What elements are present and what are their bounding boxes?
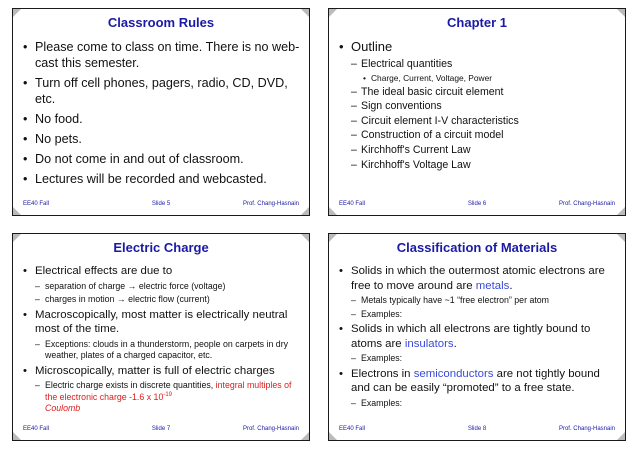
slide-footer [339, 201, 615, 211]
sub-bullet-item: – Examples: [339, 398, 617, 410]
sub-bullet-item: – charges in motion → electric flow (current) [23, 294, 301, 306]
sub-bullet-item: – Electrical quantities [339, 57, 617, 72]
insulators-keyword: insulators [404, 337, 454, 350]
slide-electric-charge [12, 233, 310, 441]
footer-slide-number: Slide 6 [467, 201, 487, 207]
bullet-item: • Turn off cell phones, pagers, radio, CD, DVD, etc. [23, 75, 301, 107]
slide-title: Classroom Rules [107, 15, 215, 30]
slide-body [23, 39, 301, 191]
footer-professor: Prof. Chang-Hasnain [242, 201, 299, 207]
slide-body [339, 39, 617, 172]
slide-title: Chapter 1 [447, 15, 507, 30]
corner-fold-icon [329, 207, 337, 215]
bullet-item [339, 322, 617, 351]
corner-fold-icon [329, 432, 337, 440]
insulators-period: . [453, 337, 457, 350]
sub-bullet-item: – Metals typically have ~1 “free electron” per atom [339, 295, 617, 307]
sub-bullet-item: – Examples: [339, 309, 617, 321]
bullet-item: • Microscopically, matter is full of electric charges [23, 364, 301, 379]
metals-text: Solids in which the outermost atomic electrons are free to move around are [351, 265, 605, 292]
footer-course: EE40 Fall [339, 201, 366, 207]
slide-footer [23, 201, 299, 211]
charge-emphasis: integral multiples of the electronic charge -1.6 x 10 [45, 380, 292, 402]
corner-fold-icon [13, 432, 21, 440]
sub-bullet-item: – The ideal basic circuit element [339, 85, 617, 100]
footer-professor: Prof. Chang-Hasnain [242, 426, 299, 432]
sub-bullet-item [23, 380, 301, 415]
metals-keyword: metals [475, 279, 510, 292]
bullet-item [339, 367, 617, 396]
corner-fold-icon [617, 432, 625, 440]
footer-professor: Prof. Chang-Hasnain [558, 426, 615, 432]
metals-period: . [509, 279, 513, 292]
bullet-item: • Outline [339, 39, 617, 55]
footer-professor: Prof. Chang-Hasnain [558, 201, 615, 207]
corner-fold-icon [301, 432, 309, 440]
sub-sub-bullet-item: • Charge, Current, Voltage, Power [339, 72, 617, 84]
corner-fold-icon [13, 207, 21, 215]
sub-bullet-item: – Kirchhoff's Voltage Law [339, 158, 617, 173]
bullet-item: • Do not come in and out of classroom. [23, 151, 301, 167]
footer-slide-number: Slide 8 [467, 426, 487, 432]
bullet-item: • Please come to class on time. There is no web-cast this semester. [23, 39, 301, 71]
slide-body [339, 264, 617, 411]
footer-slide-number: Slide 5 [151, 201, 171, 207]
footer-course: EE40 Fall [23, 201, 50, 207]
semiconductors-keyword: semiconductors [413, 367, 494, 380]
semiconductors-rest: are not tightly bound and can be easily “promoted” to a free state. [351, 367, 600, 394]
corner-fold-icon [617, 207, 625, 215]
footer-course: EE40 Fall [23, 426, 50, 432]
bullet-item: • No pets. [23, 131, 301, 147]
bullet-item: • Electrical effects are due to [23, 264, 301, 279]
bullet-item: • No food. [23, 111, 301, 127]
charge-text: Electric charge exists in discrete quantities, [45, 380, 214, 390]
sub-bullet-item: – separation of charge → electric force (voltage) [23, 281, 301, 293]
slide-body [23, 264, 301, 417]
bullet-item [339, 264, 617, 293]
slide-title: Classification of Materials [396, 240, 558, 255]
footer-course: EE40 Fall [339, 426, 366, 432]
sub-bullet-item: – Construction of a circuit model [339, 128, 617, 143]
footer-slide-number: Slide 7 [151, 426, 171, 432]
corner-fold-icon [301, 207, 309, 215]
sub-bullet-item: – Examples: [339, 353, 617, 365]
slide-chapter-1 [328, 8, 626, 216]
sub-bullet-item: – Kirchhoff's Current Law [339, 143, 617, 158]
sub-bullet-item: – Sign conventions [339, 99, 617, 114]
slide-classroom-rules [12, 8, 310, 216]
slide-footer [23, 426, 299, 436]
sub-bullet-item: – Circuit element I-V characteristics [339, 114, 617, 129]
bullet-item: • Macroscopically, most matter is electrically neutral most of the time. [23, 308, 301, 337]
slide-footer [339, 426, 615, 436]
slide-classification-of-materials [328, 233, 626, 441]
coulomb-unit: Coulomb [45, 403, 81, 413]
charge-exponent: -19 [163, 391, 173, 398]
semiconductors-text: Electrons in [351, 367, 411, 380]
sub-bullet-item: – Exceptions: clouds in a thunderstorm, people on carpets in dry weather, plates of a charged capacitor, etc. [23, 339, 301, 362]
bullet-item: • Lectures will be recorded and webcasted. [23, 171, 301, 187]
insulators-text: Solids in which all electrons are tightly bound to atoms are [351, 323, 591, 350]
slide-title: Electric Charge [113, 240, 209, 255]
